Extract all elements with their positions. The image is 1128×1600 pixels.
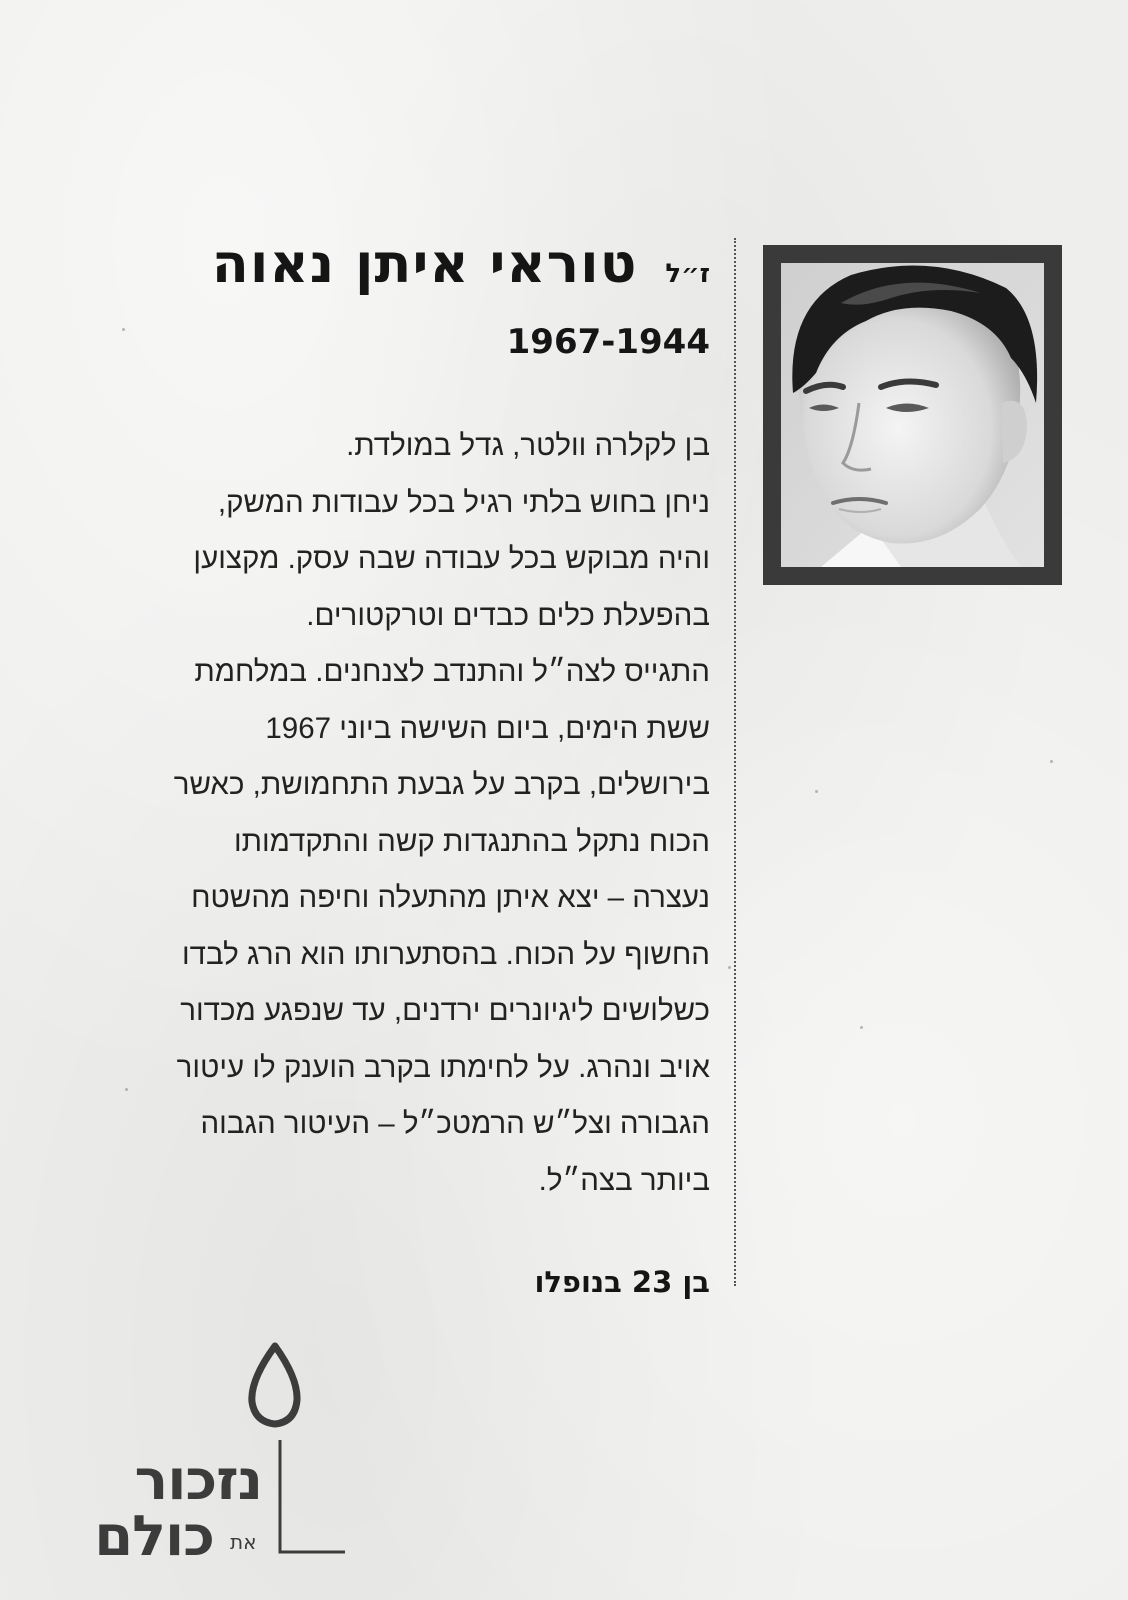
name-heading (212, 232, 710, 295)
bio-line: בן לקלרה וולטר, גדל במולדת. (346, 429, 710, 462)
bio-line: הגבורה וצל״ש הרמטכ״ל – העיטור הגבוה (200, 1107, 710, 1140)
logo-word-kulam: כולם (94, 1504, 214, 1569)
bio-line: אויב ונהרג. על לחימתו בקרב הוענק לו עיטור (176, 1050, 710, 1084)
bio-line: כשלושים ליגיונרים ירדנים, עד שנפגע מכדור (180, 994, 710, 1027)
nizkor-logo (90, 1340, 360, 1570)
bio-line: החשוף על הכוח. בהסתערותו הוא הרג לבדו (182, 937, 710, 971)
paper-speck (860, 1026, 863, 1029)
soldier-name: טוראי איתן נאוה (211, 232, 638, 295)
bio-line: הכוח נתקל בהתנגדות קשה והתקדמותו (233, 824, 710, 858)
dotted-divider (734, 238, 736, 1286)
biography (110, 418, 710, 1209)
portrait-photo (781, 263, 1044, 567)
bio-line: ביותר בצה״ל. (538, 1163, 710, 1197)
bio-line: נעצרה – יצא איתן מהתעלה וחיפה מהשטח (191, 881, 710, 914)
paper-speck (728, 966, 731, 969)
bio-line: והיה מבוקש בכל עבודה שבה עסק. מקצוען (193, 542, 710, 575)
honorific: ז״ל (665, 259, 710, 289)
bio-line: ששת הימים, ביום השישה ביוני 1967 (265, 711, 710, 745)
paper-speck (122, 328, 125, 331)
logo-word-nizkor: נזכור (134, 1448, 262, 1513)
bio-line: ניחן בחוש בלתי רגיל בכל עבודות המשק, (217, 485, 710, 519)
bio-line: בהפעלת כלים כבדים וטרקטורים. (306, 598, 710, 632)
age-at-death: בן 23 בנופלו (534, 1265, 710, 1299)
bio-line: התגייס לצה״ל והתנדב לצנחנים. במלחמת (194, 655, 710, 688)
paper-speck (815, 790, 818, 793)
life-years: 1967-1944 (506, 322, 710, 362)
paper-speck (1050, 760, 1053, 763)
bio-line: בירושלים, בקרב על גבעת התחמושת, כאשר (173, 768, 710, 801)
logo-word-et: את (230, 1530, 257, 1554)
portrait-frame (763, 245, 1062, 585)
